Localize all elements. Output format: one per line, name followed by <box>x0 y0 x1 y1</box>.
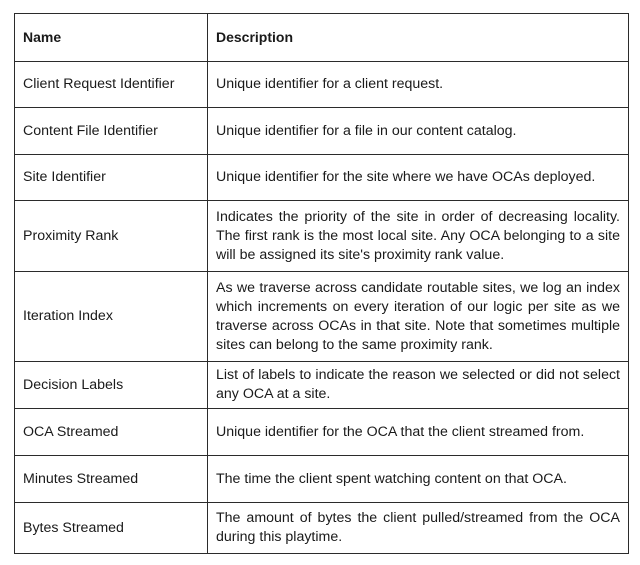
table-row <box>15 201 629 272</box>
field-description: Indicates the priority of the site in order of decreasing locality. The first rank is the most local site. Any OCA belonging to a site will be assigned its site's proximity rank value. <box>208 201 629 272</box>
table-row <box>15 503 629 554</box>
header-name: Name <box>15 14 208 62</box>
field-definitions-table-container <box>14 13 628 554</box>
field-description: The amount of bytes the client pulled/streamed from the OCA during this playtime. <box>208 503 629 554</box>
field-definitions-table <box>14 13 629 554</box>
field-description: Unique identifier for the site where we have OCAs deployed. <box>208 155 629 201</box>
field-description: Unique identifier for a file in our content catalog. <box>208 108 629 155</box>
field-name: OCA Streamed <box>15 409 208 456</box>
field-name: Minutes Streamed <box>15 456 208 503</box>
field-name: Client Request Identifier <box>15 62 208 108</box>
field-name: Site Identifier <box>15 155 208 201</box>
field-name: Proximity Rank <box>15 201 208 272</box>
table-row <box>15 362 629 409</box>
field-description: As we traverse across candidate routable sites, we log an index which increments on every iteration of our logic per site as we traverse across OCAs in that site. Note that sometimes multiple sites can belong to the same proximity rank. <box>208 272 629 362</box>
table-row <box>15 272 629 362</box>
field-description: Unique identifier for the OCA that the client streamed from. <box>208 409 629 456</box>
table-row <box>15 155 629 201</box>
field-name: Content File Identifier <box>15 108 208 155</box>
table-row <box>15 409 629 456</box>
field-description: List of labels to indicate the reason we selected or did not select any OCA at a site. <box>208 362 629 409</box>
table-row <box>15 62 629 108</box>
field-name: Decision Labels <box>15 362 208 409</box>
table-header-row <box>15 14 629 62</box>
table-row <box>15 456 629 503</box>
header-description: Description <box>208 14 629 62</box>
field-name: Iteration Index <box>15 272 208 362</box>
field-name: Bytes Streamed <box>15 503 208 554</box>
field-description: The time the client spent watching content on that OCA. <box>208 456 629 503</box>
table-row <box>15 108 629 155</box>
field-description: Unique identifier for a client request. <box>208 62 629 108</box>
